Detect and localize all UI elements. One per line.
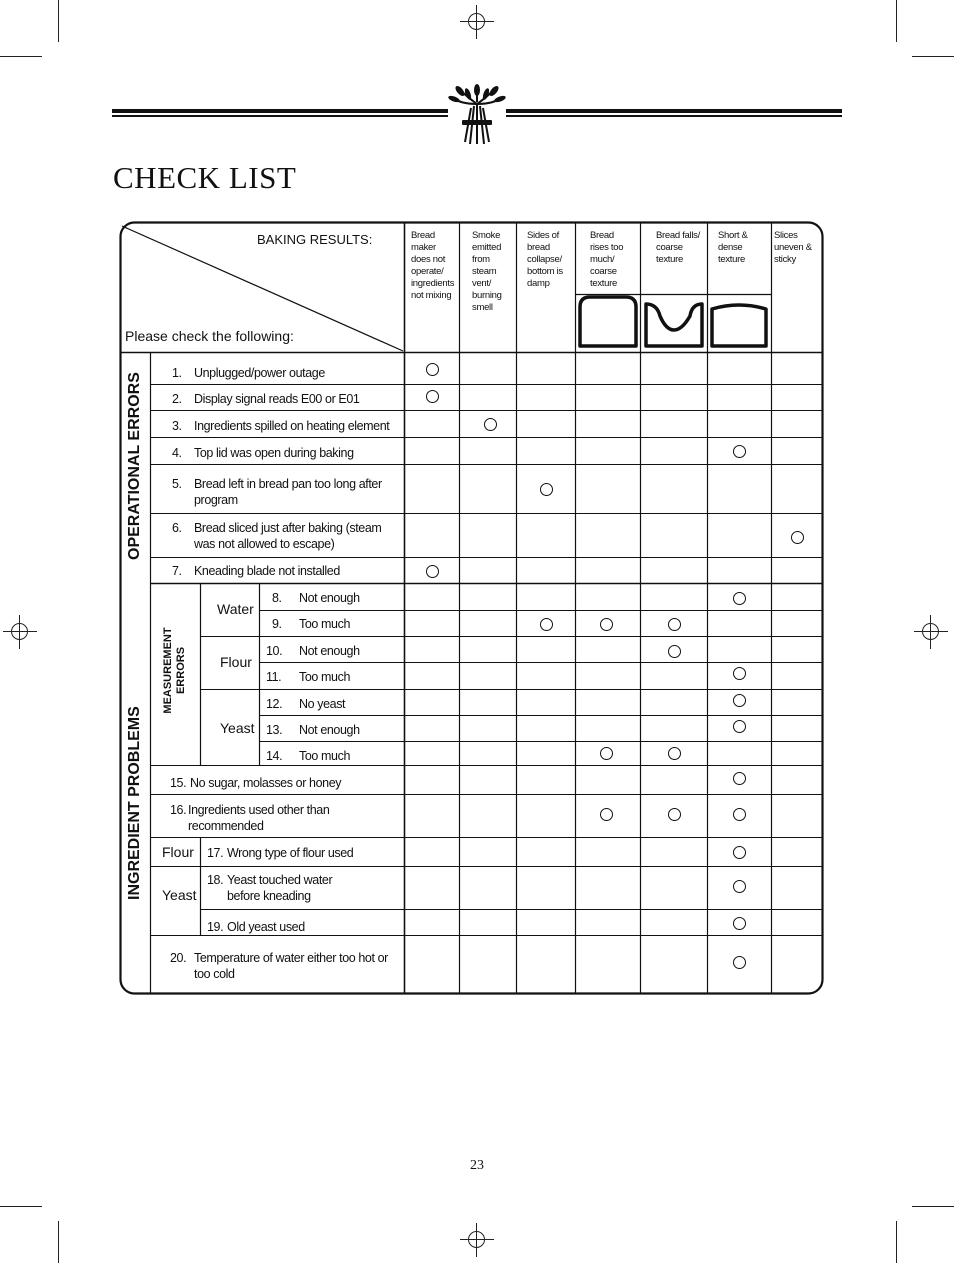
row-label: Old yeast used <box>227 920 305 934</box>
check-circle-icon <box>791 531 804 544</box>
check-circle-icon <box>668 645 681 658</box>
check-circle-icon <box>733 956 746 969</box>
row-label: Temperature of water either too hot or too cold <box>194 951 388 981</box>
row-number: 12. <box>266 697 283 711</box>
check-circle-icon <box>426 565 439 578</box>
row-number: 3. <box>172 419 182 433</box>
check-circle-icon <box>733 880 746 893</box>
check-circle-icon <box>600 808 613 821</box>
check-circle-icon <box>733 694 746 707</box>
check-circle-icon <box>668 808 681 821</box>
row-number: 17. <box>207 846 224 860</box>
column-header: Bread maker does not operate/ ingredients not mixing <box>411 230 455 301</box>
row-label: Bread left in bread pan too long after program <box>194 477 382 507</box>
row-number: 4. <box>172 446 182 460</box>
check-circle-icon <box>600 618 613 631</box>
please-check-label: Please check the following: <box>125 328 294 344</box>
bread-fallen-icon <box>646 304 702 346</box>
row-label: Too much <box>299 617 350 631</box>
check-circle-icon <box>733 720 746 733</box>
check-circle-icon <box>733 917 746 930</box>
column-header: Smoke emitted from steam vent/ burning smell <box>472 230 502 313</box>
row-label: Yeast touched water before kneading <box>227 873 333 903</box>
check-circle-icon <box>733 445 746 458</box>
row-label: No yeast <box>299 697 346 711</box>
group-label: Yeast <box>220 720 255 736</box>
row-number: 11. <box>266 670 282 684</box>
row-number: 1. <box>172 366 182 380</box>
row-label: Kneading blade not installed <box>194 564 340 578</box>
group-label: Yeast <box>162 887 197 903</box>
check-circle-icon <box>426 390 439 403</box>
check-circle-icon <box>426 363 439 376</box>
row-label: Top lid was open during baking <box>194 446 354 460</box>
check-circle-icon <box>668 747 681 760</box>
page-title: CHECK LIST <box>113 160 297 195</box>
row-label: Display signal reads E00 or E01 <box>194 392 360 406</box>
bread-dense-icon <box>712 305 766 346</box>
column-header: Bread falls/ coarse texture <box>656 230 700 265</box>
check-circle-icon <box>733 667 746 680</box>
row-number: 19. <box>207 920 224 934</box>
check-circle-icon <box>733 808 746 821</box>
check-circle-icon <box>484 418 497 431</box>
column-header: Bread rises too much/ coarse texture <box>590 230 624 289</box>
row-label: Ingredients spilled on heating element <box>194 419 390 433</box>
row-label: Too much <box>299 670 350 684</box>
check-circle-icon <box>733 846 746 859</box>
row-label: Not enough <box>299 723 360 737</box>
row-label: Not enough <box>299 591 360 605</box>
check-circle-icon <box>540 618 553 631</box>
row-number: 8. <box>272 591 282 605</box>
column-header: Slices uneven & sticky <box>774 230 812 265</box>
baking-results-label: BAKING RESULTS: <box>257 232 373 247</box>
section-label-measurement: MEASUREMENT ERRORS <box>162 627 187 714</box>
row-label: No sugar, molasses or honey <box>190 776 342 790</box>
check-circle-icon <box>540 483 553 496</box>
row-label: Ingredients used other than recommended <box>188 803 330 833</box>
row-number: 6. <box>172 521 182 535</box>
row-number: 16. <box>170 803 187 817</box>
row-number: 15. <box>170 776 187 790</box>
column-header: Short & dense texture <box>718 230 748 265</box>
group-label: Water <box>217 601 254 617</box>
row-number: 10. <box>266 644 283 658</box>
row-number: 2. <box>172 392 182 406</box>
row-label: Wrong type of flour used <box>227 846 354 860</box>
row-number: 7. <box>172 564 182 578</box>
row-number: 20. <box>170 951 187 965</box>
row-label: Bread sliced just after baking (steam was not allowed to escape) <box>194 521 382 551</box>
group-label: Flour <box>162 844 194 860</box>
check-circle-icon <box>600 747 613 760</box>
row-label: Unplugged/power outage <box>194 366 325 380</box>
page-number: 23 <box>470 1158 484 1173</box>
column-header: Sides of bread collapse/ bottom is damp <box>527 230 563 289</box>
section-label-operational: OPERATIONAL ERRORS <box>126 372 143 560</box>
bread-risen-icon <box>580 297 636 346</box>
group-label: Flour <box>220 654 252 670</box>
row-number: 9. <box>272 617 282 631</box>
check-circle-icon <box>733 772 746 785</box>
row-label: Too much <box>299 749 350 763</box>
row-number: 14. <box>266 749 283 763</box>
row-number: 5. <box>172 477 182 491</box>
row-number: 18. <box>207 873 224 887</box>
section-label-ingredient: INGREDIENT PROBLEMS <box>126 706 143 900</box>
check-circle-icon <box>668 618 681 631</box>
check-circle-icon <box>733 592 746 605</box>
row-number: 13. <box>266 723 283 737</box>
row-label: Not enough <box>299 644 360 658</box>
